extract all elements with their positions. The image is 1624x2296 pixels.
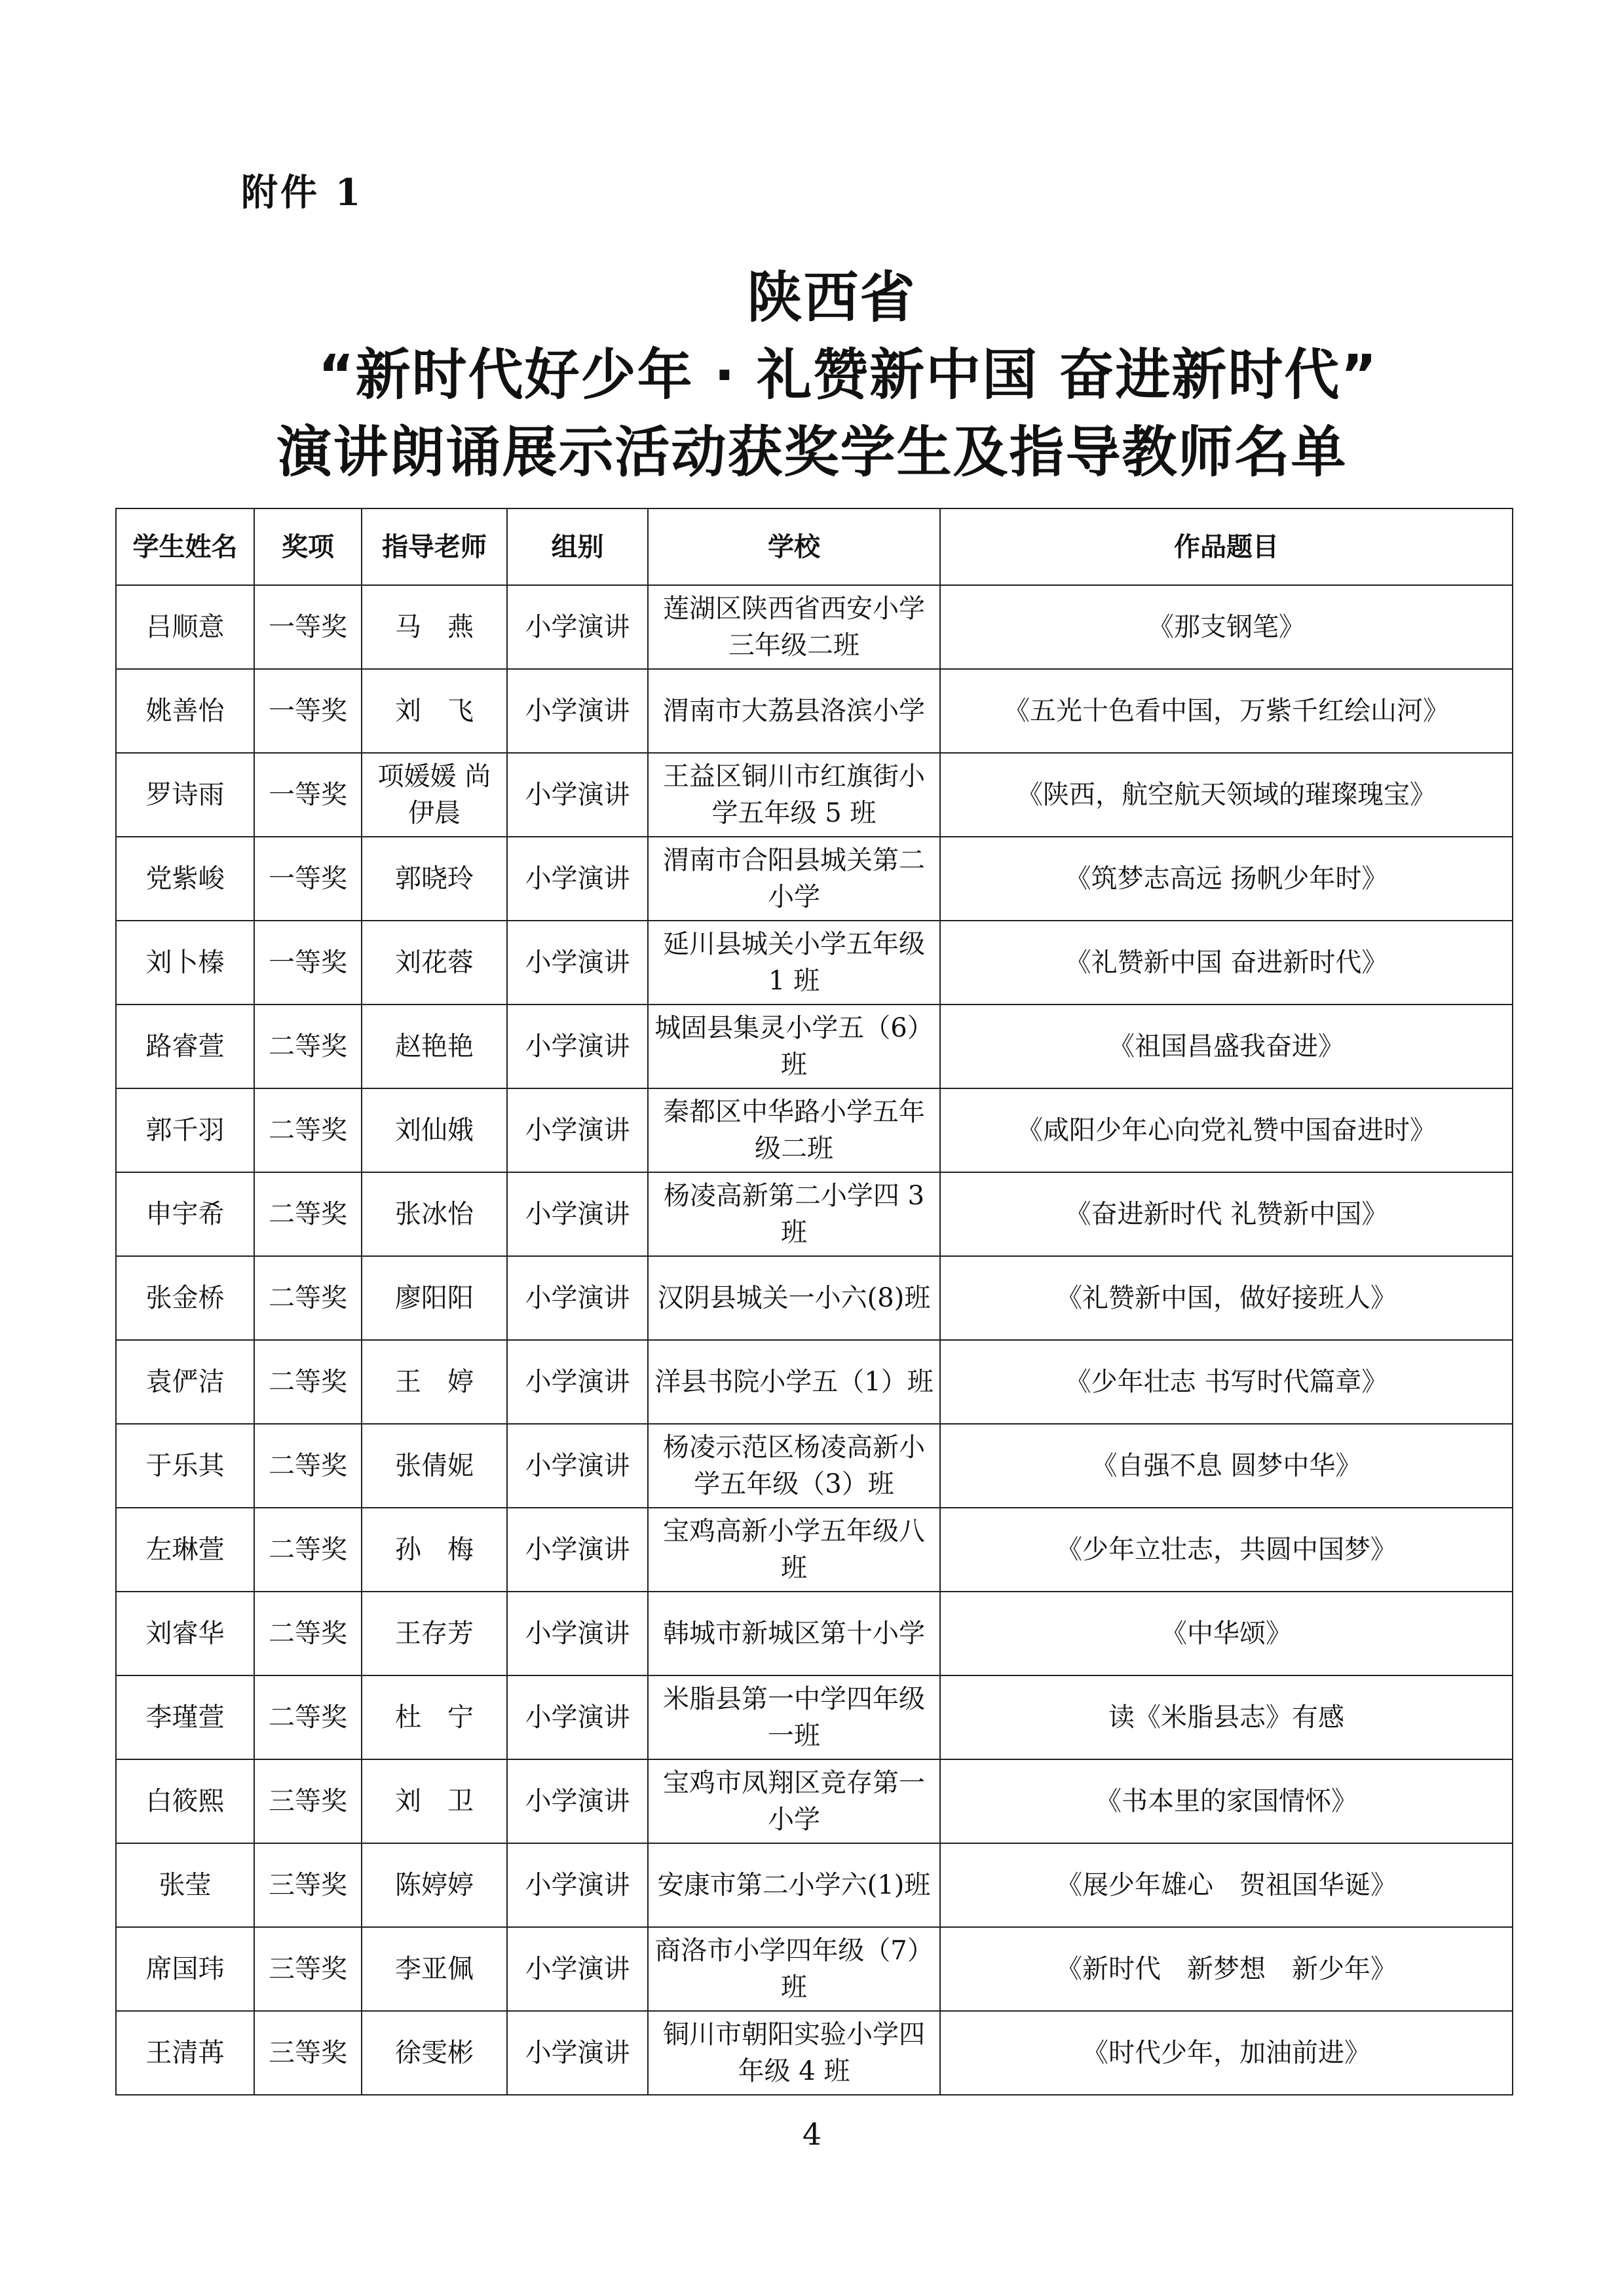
teacher-cell: 郭晓玲 [362, 837, 507, 921]
award-cell: 三等奖 [254, 2011, 362, 2095]
student-name-cell: 罗诗雨 [116, 753, 254, 837]
award-table-body [116, 585, 1513, 2095]
work-title-cell: 《奋进新时代 礼赞新中国》 [940, 1172, 1513, 1256]
header-work-title: 作品题目 [940, 508, 1513, 585]
student-name-cell: 张莹 [116, 1843, 254, 1927]
teacher-cell: 刘花蓉 [362, 921, 507, 1004]
student-name-cell: 袁俨洁 [116, 1340, 254, 1424]
award-cell: 一等奖 [254, 921, 362, 1004]
table-row [116, 1592, 1513, 1675]
student-name-cell: 刘睿华 [116, 1592, 254, 1675]
school-cell: 宝鸡市凤翔区竞存第一小学 [648, 1759, 940, 1843]
work-title-cell: 《咸阳少年心向党礼赞中国奋进时》 [940, 1088, 1513, 1172]
table-row [116, 1256, 1513, 1340]
group-cell: 小学演讲 [507, 1843, 648, 1927]
student-name-cell: 于乐其 [116, 1424, 254, 1508]
work-title-cell: 《新时代 新梦想 新少年》 [940, 1927, 1513, 2011]
table-row [116, 1424, 1513, 1508]
school-cell: 铜川市朝阳实验小学四年级 4 班 [648, 2011, 940, 2095]
work-title-cell: 《展少年雄心 贺祖国华诞》 [940, 1843, 1513, 1927]
award-cell: 二等奖 [254, 1088, 362, 1172]
teacher-cell: 王存芳 [362, 1592, 507, 1675]
attachment-label: 附件 1 [241, 171, 364, 214]
teacher-cell: 张冰怡 [362, 1172, 507, 1256]
group-cell: 小学演讲 [507, 1004, 648, 1088]
work-title-cell: 《陕西，航空航天领域的璀璨瑰宝》 [940, 753, 1513, 837]
school-cell: 城固县集灵小学五（6）班 [648, 1004, 940, 1088]
teacher-cell: 项媛媛 尚伊晨 [362, 753, 507, 837]
table-row [116, 1759, 1513, 1843]
award-cell: 一等奖 [254, 669, 362, 753]
work-title-cell: 《礼赞新中国 奋进新时代》 [940, 921, 1513, 1004]
teacher-cell: 刘 飞 [362, 669, 507, 753]
table-row [116, 669, 1513, 753]
work-title-cell: 《少年壮志 书写时代篇章》 [940, 1340, 1513, 1424]
school-cell: 秦都区中华路小学五年级二班 [648, 1088, 940, 1172]
group-cell: 小学演讲 [507, 1088, 648, 1172]
award-table [115, 508, 1513, 2095]
teacher-cell: 陈婷婷 [362, 1843, 507, 1927]
header-school: 学校 [648, 508, 940, 585]
work-title-cell: 《少年立壮志，共圆中国梦》 [940, 1508, 1513, 1592]
table-row [116, 837, 1513, 921]
teacher-cell: 赵艳艳 [362, 1004, 507, 1088]
school-cell: 商洛市小学四年级（7）班 [648, 1927, 940, 2011]
group-cell: 小学演讲 [507, 1927, 648, 2011]
school-cell: 渭南市大荔县洛滨小学 [648, 669, 940, 753]
title-line-3: 演讲朗诵展示活动获奖学生及指导教师名单 [276, 420, 1348, 484]
school-cell: 汉阴县城关一小六(8)班 [648, 1256, 940, 1340]
teacher-cell: 刘 卫 [362, 1759, 507, 1843]
teacher-cell: 徐雯彬 [362, 2011, 507, 2095]
title-line-2: “新时代好少年 · 礼赞新中国 奋进新时代” [318, 343, 1378, 407]
school-cell: 宝鸡高新小学五年级八班 [648, 1508, 940, 1592]
award-cell: 三等奖 [254, 1843, 362, 1927]
table-row [116, 753, 1513, 837]
student-name-cell: 张金桥 [116, 1256, 254, 1340]
award-cell: 二等奖 [254, 1675, 362, 1759]
table-row [116, 1927, 1513, 2011]
school-cell: 渭南市合阳县城关第二小学 [648, 837, 940, 921]
group-cell: 小学演讲 [507, 1675, 648, 1759]
group-cell: 小学演讲 [507, 1340, 648, 1424]
header-award: 奖项 [254, 508, 362, 585]
work-title-cell: 《时代少年，加油前进》 [940, 2011, 1513, 2095]
page-number: 4 [802, 2116, 822, 2152]
work-title-cell: 《筑梦志高远 扬帆少年时》 [940, 837, 1513, 921]
table-row [116, 921, 1513, 1004]
table-row [116, 585, 1513, 669]
table-row [116, 1340, 1513, 1424]
group-cell: 小学演讲 [507, 1592, 648, 1675]
teacher-cell: 李亚佩 [362, 1927, 507, 2011]
award-cell: 三等奖 [254, 1927, 362, 2011]
table-row [116, 1508, 1513, 1592]
title-line-1: 陕西省 [747, 265, 916, 330]
award-cell: 三等奖 [254, 1759, 362, 1843]
header-group: 组别 [507, 508, 648, 585]
teacher-cell: 刘仙娥 [362, 1088, 507, 1172]
student-name-cell: 吕顺意 [116, 585, 254, 669]
school-cell: 韩城市新城区第十小学 [648, 1592, 940, 1675]
student-name-cell: 姚善怡 [116, 669, 254, 753]
work-title-cell: 《中华颂》 [940, 1592, 1513, 1675]
header-student-name: 学生姓名 [116, 508, 254, 585]
group-cell: 小学演讲 [507, 753, 648, 837]
group-cell: 小学演讲 [507, 585, 648, 669]
school-cell: 米脂县第一中学四年级一班 [648, 1675, 940, 1759]
school-cell: 延川县城关小学五年级 1 班 [648, 921, 940, 1004]
work-title-cell: 《五光十色看中国，万紫千红绘山河》 [940, 669, 1513, 753]
table-row [116, 1088, 1513, 1172]
table-row [116, 2011, 1513, 2095]
student-name-cell: 路睿萱 [116, 1004, 254, 1088]
award-cell: 二等奖 [254, 1508, 362, 1592]
school-cell: 莲湖区陕西省西安小学三年级二班 [648, 585, 940, 669]
document-title [0, 259, 1624, 491]
group-cell: 小学演讲 [507, 2011, 648, 2095]
award-cell: 二等奖 [254, 1340, 362, 1424]
work-title-cell: 读《米脂县志》有感 [940, 1675, 1513, 1759]
award-cell: 一等奖 [254, 585, 362, 669]
school-cell: 王益区铜川市红旗街小学五年级 5 班 [648, 753, 940, 837]
teacher-cell: 王 婷 [362, 1340, 507, 1424]
student-name-cell: 李瑾萱 [116, 1675, 254, 1759]
award-cell: 二等奖 [254, 1004, 362, 1088]
award-cell: 一等奖 [254, 753, 362, 837]
school-cell: 洋县书院小学五（1）班 [648, 1340, 940, 1424]
student-name-cell: 申宇希 [116, 1172, 254, 1256]
group-cell: 小学演讲 [507, 1172, 648, 1256]
teacher-cell: 孙 梅 [362, 1508, 507, 1592]
student-name-cell: 左琳萱 [116, 1508, 254, 1592]
student-name-cell: 党紫峻 [116, 837, 254, 921]
award-cell: 二等奖 [254, 1424, 362, 1508]
teacher-cell: 廖阳阳 [362, 1256, 507, 1340]
student-name-cell: 刘卜榛 [116, 921, 254, 1004]
teacher-cell: 杜 宁 [362, 1675, 507, 1759]
group-cell: 小学演讲 [507, 1256, 648, 1340]
student-name-cell: 郭千羽 [116, 1088, 254, 1172]
table-row [116, 1843, 1513, 1927]
table-row [116, 1172, 1513, 1256]
group-cell: 小学演讲 [507, 837, 648, 921]
header-teacher: 指导老师 [362, 508, 507, 585]
group-cell: 小学演讲 [507, 1424, 648, 1508]
school-cell: 杨凌高新第二小学四 3 班 [648, 1172, 940, 1256]
school-cell: 安康市第二小学六(1)班 [648, 1843, 940, 1927]
student-name-cell: 席国玮 [116, 1927, 254, 2011]
award-cell: 二等奖 [254, 1592, 362, 1675]
work-title-cell: 《自强不息 圆梦中华》 [940, 1424, 1513, 1508]
group-cell: 小学演讲 [507, 1759, 648, 1843]
teacher-cell: 张倩妮 [362, 1424, 507, 1508]
group-cell: 小学演讲 [507, 921, 648, 1004]
table-header-row [116, 508, 1513, 585]
award-cell: 一等奖 [254, 837, 362, 921]
award-cell: 二等奖 [254, 1256, 362, 1340]
teacher-cell: 马 燕 [362, 585, 507, 669]
student-name-cell: 白筱熙 [116, 1759, 254, 1843]
work-title-cell: 《祖国昌盛我奋进》 [940, 1004, 1513, 1088]
award-cell: 二等奖 [254, 1172, 362, 1256]
work-title-cell: 《那支钢笔》 [940, 585, 1513, 669]
work-title-cell: 《礼赞新中国，做好接班人》 [940, 1256, 1513, 1340]
table-row [116, 1675, 1513, 1759]
work-title-cell: 《书本里的家国情怀》 [940, 1759, 1513, 1843]
student-name-cell: 王清苒 [116, 2011, 254, 2095]
school-cell: 杨凌示范区杨凌高新小学五年级（3）班 [648, 1424, 940, 1508]
group-cell: 小学演讲 [507, 1508, 648, 1592]
table-row [116, 1004, 1513, 1088]
group-cell: 小学演讲 [507, 669, 648, 753]
